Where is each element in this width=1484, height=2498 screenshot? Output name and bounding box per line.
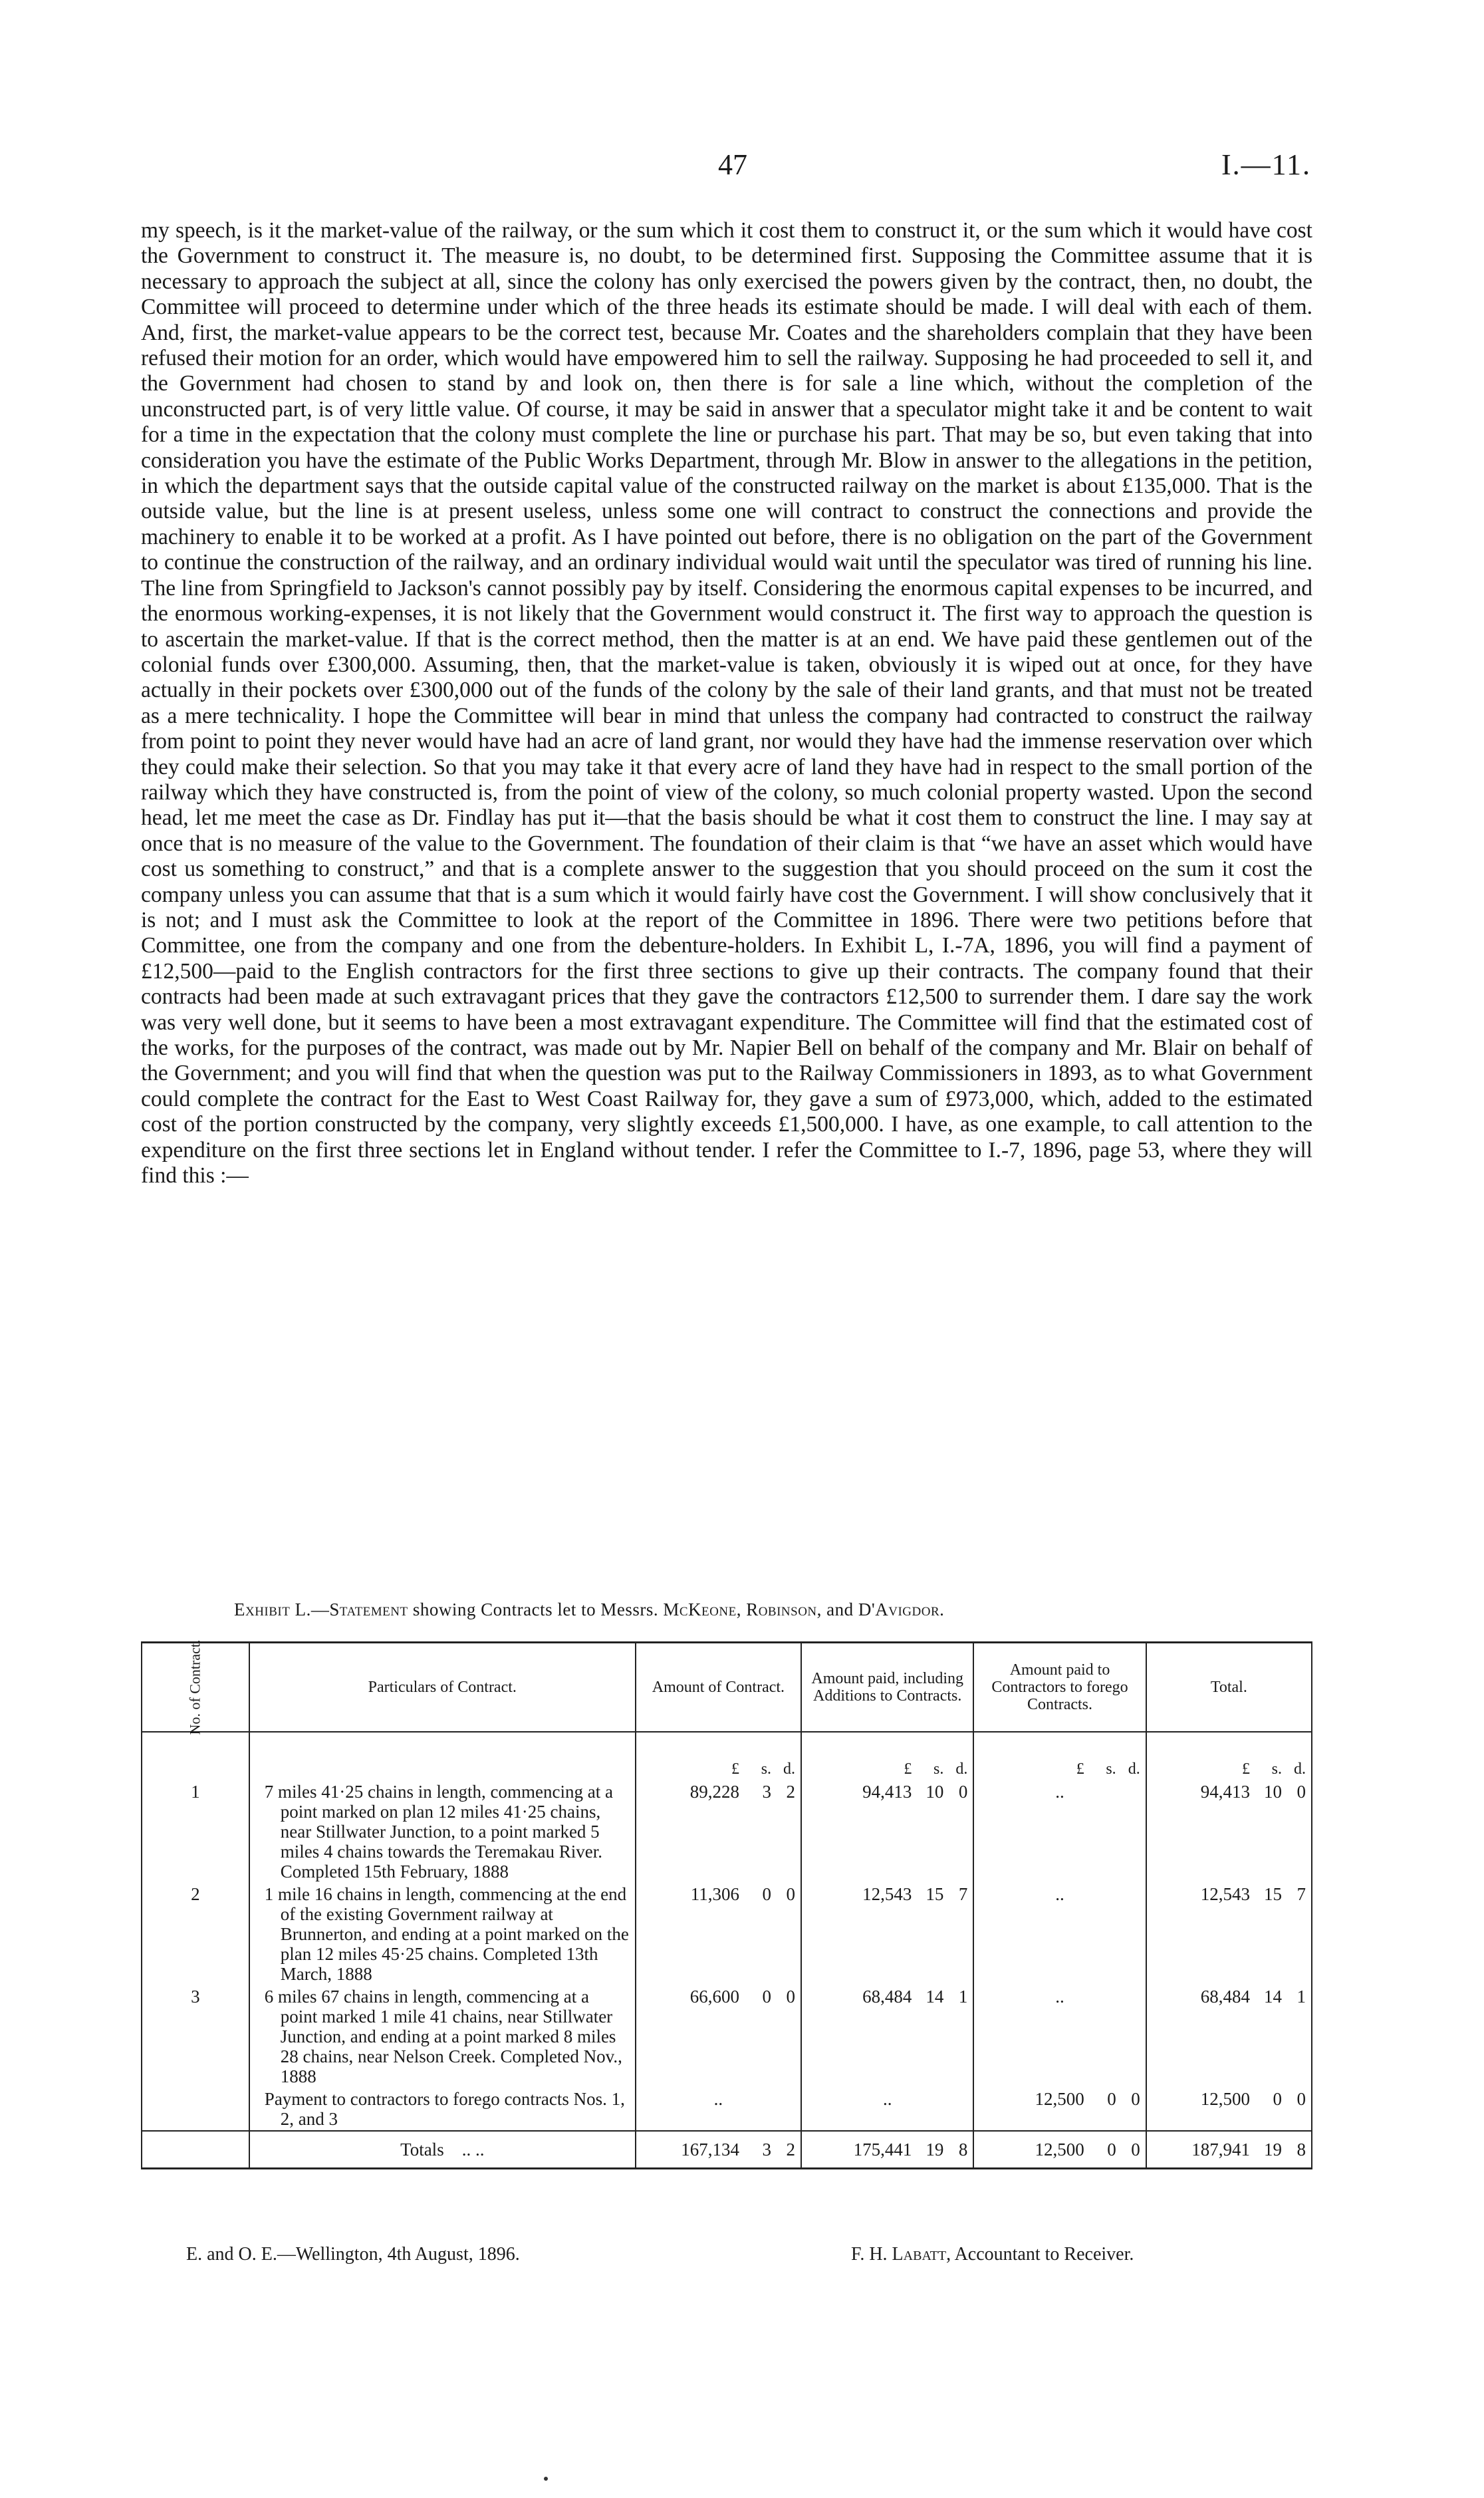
row-paid: 94,413 10 0 [801, 1780, 973, 1883]
page-mark [544, 2477, 548, 2481]
caption-and: and [821, 1599, 858, 1619]
table-row [142, 1780, 1312, 1883]
header-contractors: Amount paid to Contractors to forego Contracts. [973, 1643, 1146, 1733]
row-paid: .. [801, 2088, 973, 2131]
header-amount: Amount of Contract. [636, 1643, 801, 1733]
row-no: 2 [142, 1883, 249, 1985]
row-amount: 89,228 3 2 [636, 1780, 801, 1883]
totals-label: Totals .. .. [249, 2131, 636, 2169]
row-no: 3 [142, 1985, 249, 2088]
page-number: 47 [718, 148, 747, 181]
totals-amount: 167,134 3 2 [636, 2131, 801, 2169]
totals-total: 187,941 19 8 [1146, 2131, 1312, 2169]
contracts-table [141, 1641, 1312, 2169]
caption-middle: showing Contracts let to Messrs. [408, 1599, 664, 1619]
row-paid: 68,484 14 1 [801, 1985, 973, 2088]
caption-names: McKeone, Robinson, [663, 1599, 822, 1619]
caption-prefix: Exhibit L.—Statement [234, 1599, 408, 1619]
row-total: 94,413 10 0 [1146, 1780, 1312, 1883]
row-contractors: 12,500 0 0 [973, 2088, 1146, 2131]
row-amount: 66,600 0 0 [636, 1985, 801, 2088]
row-contractors: .. [973, 1985, 1146, 2088]
row-amount: 11,306 0 0 [636, 1883, 801, 1985]
row-particulars: 6 miles 67 chains in length, commencing at a point marked 1 mile 41 chains, near Stillwater Junction, and ending at a point marked 8 miles 28 chains, near Nelson Creek. Completed Nov., 1888 [249, 1985, 636, 2088]
totals-paid: 175,441 19 8 [801, 2131, 973, 2169]
table-row [142, 1985, 1312, 2088]
exhibit-caption [234, 1599, 1298, 1620]
page-header [0, 148, 1484, 188]
totals-contractors: 12,500 0 0 [973, 2131, 1146, 2169]
row-contractors: .. [973, 1883, 1146, 1985]
table-row [142, 2088, 1312, 2131]
row-particulars: 7 miles 41·25 chains in length, commencing at a point marked on plan 12 miles 41·25 chains, near Stillwater Junction, to a point marked 5 miles 4 chains towards the Teremakau River. Completed 15th February, 1888 [249, 1780, 636, 1883]
row-total: 12,500 0 0 [1146, 2088, 1312, 2131]
row-paid: 12,543 15 7 [801, 1883, 973, 1985]
units-row: £ s. d. £ s. d. £ s. d. £ s. d. [142, 1732, 1312, 1780]
body-text [141, 218, 1312, 1188]
row-particulars: 1 mile 16 chains in length, commencing at the end of the existing Government railway at Brunnerton, and ending at a point marked on the plan 12 miles 45·25 chains. Completed 13th March, 1888 [249, 1883, 636, 1985]
row-amount: .. [636, 2088, 801, 2131]
table-header-row [142, 1643, 1312, 1733]
row-total: 12,543 15 7 [1146, 1883, 1312, 1985]
totals-row [142, 2131, 1312, 2169]
document-reference: I.—11. [1221, 148, 1311, 181]
row-particulars: Payment to contractors to forego contracts Nos. 1, 2, and 3 [249, 2088, 636, 2131]
row-contractors: .. [973, 1780, 1146, 1883]
row-no: 1 [142, 1780, 249, 1883]
header-amount-paid: Amount paid, including Additions to Contracts. [801, 1643, 973, 1733]
caption-last-name: D'Avigdor. [858, 1599, 945, 1619]
header-particulars: Particulars of Contract. [249, 1643, 636, 1733]
row-total: 68,484 14 1 [1146, 1985, 1312, 2088]
header-contract-no: No. of Contract. [142, 1643, 249, 1733]
header-total: Total. [1146, 1643, 1312, 1733]
footer-note: E. and O. E.—Wellington, 4th August, 1896. [186, 2244, 520, 2265]
body-paragraph: my speech, is it the market-value of the railway, or the sum which it cost them to construct it, or the sum which it would have cost the Government to construct it. The measure is, no doubt, to be determined first. Supposing the Committee assume that it is necessary to approach the subject at all, since the colony has only exercised the powers given by the contract, then, no doubt, the Committee will proceed to determine under which of the three heads its estimate should be made. I will deal with each of them. And, first, the market-value appears to be the correct test, because Mr. Coates and the shareholders complain that they have been refused their motion for an order, which would have empowered him to sell the railway. Supposing he had proceeded to sell it, and the Government had chosen to stand by and look on, then there is for sale a line which, without the completion of the unconstructed part, is of very little value. Of course, it may be said in answer that a speculator might take it and be content to wait for a time in the expectation that the colony must complete the line or purchase his part. That may be so, but even taking that into consideration you have the estimate of the Public Works Department, through Mr. Blow in answer to the allegations in the petition, in which the department says that the outside capital value of the constructed railway on the market is about £135,000. That is the outside value, but the line is at present useless, unless some one will contract to construct the connections and provide the machinery to enable it to be worked at a profit. As I have pointed out before, there is no obligation on the part of the Government to continue the construction of the railway, and an ordinary individual would wait until the speculator was tired of running his line. The line from Springfield to Jackson's cannot possibly pay by itself. Considering the enormous capital expenses to be incurred, and the enormous working-expenses, it is not likely that the Government would construct it. The first way to approach the question is to ascertain the market-value. If that is the correct method, then the matter is at an end. We have paid these gentlemen out of the colonial funds over £300,000. Assuming, then, that the market-value is taken, obviously it is wiped out at once, for they have actually in their pockets over £300,000 out of the funds of the colony by the sale of their land grants, and that must not be treated as a mere technicality. I hope the Committee will bear in mind that unless the company had contracted to construct the railway from point to point they never would have had an acre of land grant, nor would they have had the immense reservation over which they could make their selection. So that you may take it that every acre of land they have had in respect to the small portion of the railway which they have constructed is, from the point of view of the colony, so much colonial property wasted. Upon the second head, let me meet the case as Dr. Findlay has put it—that the basis should be what it cost them to construct the line. I may say at once that is no measure of the value to the Government. The foundation of their claim is that “we have an asset which would have cost us something to construct,” and that is a complete answer to the suggestion that you should proceed on the sum it cost the company unless you can assume that that is a sum which it would fairly have cost the Government. I will show conclusively that it is not; and I must ask the Committee to look at the report of the Committee in 1896. There were two petitions before that Committee, one from the company and one from the debenture-holders. In Exhibit L, I.-7A, 1896, you will find a payment of £12,500—paid to the English contractors for the first three sections to give up their contracts. The company found that their contracts had been made at such extravagant prices that they gave the contractors £12,500 to surrender them. I dare say the work was very well done, but it seems to have been a most extravagant expenditure. The Committee will find that the estimated cost of the works, for the purposes of the contract, was made out by Mr. Napier Bell on behalf of the company and Mr. Blair on behalf of the Government; and you will find that when the question was put to the Railway Commissioners in 1893, as to what Government could complete the contract for the East to West Coast Railway for, they gave a sum of £973,000, which, added to the estimated cost of the portion constructed by the company, very slightly exceeds £1,500,000. I have, as one example, to call attention to the expenditure on the first three sections let in England without tender. I refer the Committee to I.-7, 1896, page 53, where they will find this :— [141, 218, 1312, 1188]
table-row [142, 1883, 1312, 1985]
footer-signature: F. H. Labatt, Accountant to Receiver. [851, 2244, 1134, 2265]
row-no [142, 2088, 249, 2131]
